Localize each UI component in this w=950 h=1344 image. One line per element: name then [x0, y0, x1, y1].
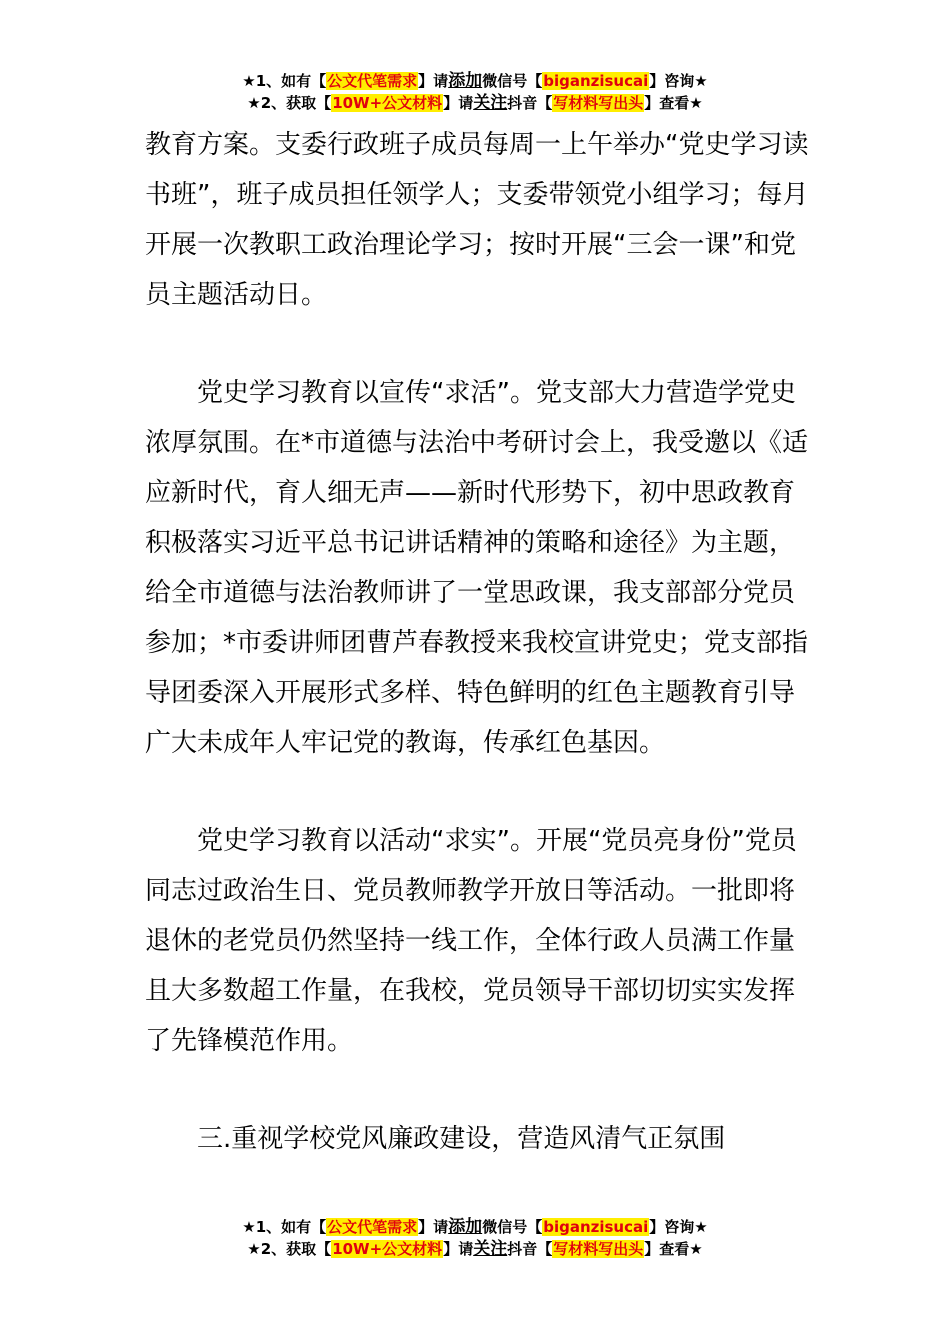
- paragraph-2: 党史学习教育以宣传“求活”。党支部大力营造学党史浓厚氛围。在*市道德与法治中考研讨会上，我受邀以《适应新时代，育人细无声——新时代形势下，初中思政教育积极落实习近平总书记讲话精神的策略和途径》为主题，给全市道德与法治教师讲了一堂思政课，我支部部分党员参加；*市委讲师团曹芦春教授来我校宣讲党史；党支部指导团委深入开展形式多样、特色鲜明的红色主题教育引导广大未成年人牢记党的教诲，传承红色基因。: [145, 378, 809, 758]
- section-heading: 三.重视学校党风廉政建设，营造风清气正氛围: [197, 1124, 726, 1154]
- highlight-douyin: 写材料写出头: [553, 94, 644, 112]
- ad-line-1: ★1、如有【公文代笔需求】请添加微信号【biganzisucai】咨询★: [242, 1217, 708, 1237]
- highlight-materials: 10W+公文材料: [332, 1240, 443, 1258]
- ad-banner-top: [0, 70, 950, 114]
- ad-line-1: ★1、如有【公文代笔需求】请添加微信号【biganzisucai】咨询★: [242, 71, 708, 91]
- paragraph-gap: [145, 1066, 810, 1114]
- document-body: [145, 120, 810, 1164]
- paragraph-gap: [145, 320, 810, 368]
- ad-banner-bottom: [0, 1216, 950, 1260]
- ad-line-2: ★2、获取【10W+公文材料】请关注抖音【写材料写出头】查看★: [247, 1239, 703, 1259]
- highlight-wechat-id: biganzisucai: [543, 1218, 649, 1236]
- highlight-wechat-id: biganzisucai: [543, 72, 649, 90]
- highlight-douyin: 写材料写出头: [553, 1240, 644, 1258]
- highlight-service: 公文代笔需求: [327, 72, 418, 90]
- paragraph-gap: [145, 768, 810, 816]
- paragraph-3: 党史学习教育以活动“求实”。开展“党员亮身份”党员同志过政治生日、党员教师教学开放日等活动。一批即将退休的老党员仍然坚持一线工作，全体行政人员满工作量且大多数超工作量，在我校，党员领导干部切切实实发挥了先锋模范作用。: [145, 826, 797, 1056]
- highlight-service: 公文代笔需求: [327, 1218, 418, 1236]
- highlight-materials: 10W+公文材料: [332, 94, 443, 112]
- paragraph-1: 教育方案。支委行政班子成员每周一上午举办“党史学习读书班”，班子成员担任领学人；支委带领党小组学习；每月开展一次教职工政治理论学习；按时开展“三会一课”和党员主题活动日。: [145, 130, 809, 310]
- ad-line-2: ★2、获取【10W+公文材料】请关注抖音【写材料写出头】查看★: [247, 93, 703, 113]
